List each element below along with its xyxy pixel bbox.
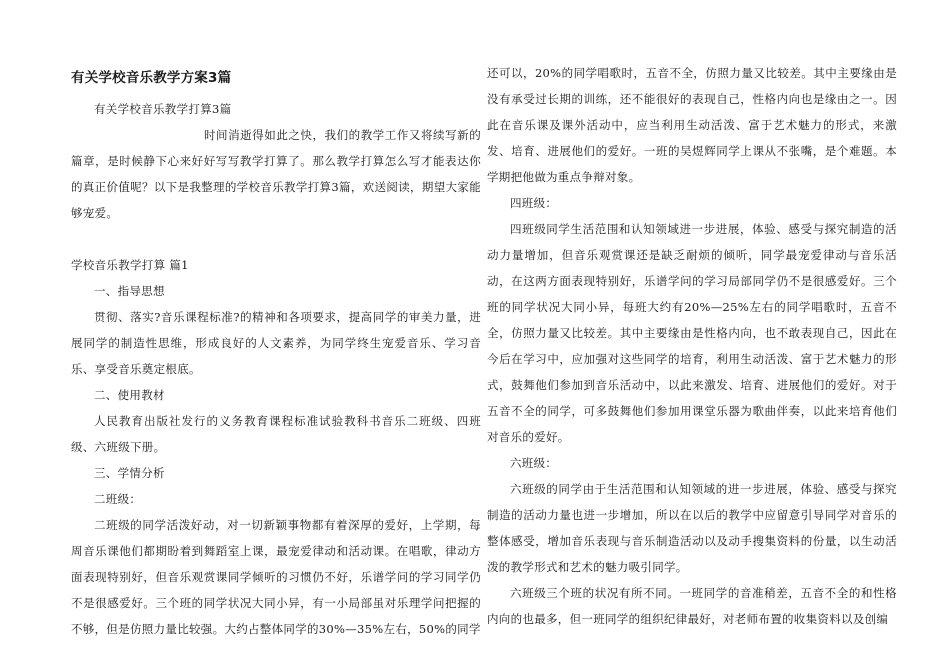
paragraph-grade-6: 六班级的同学由于生活范围和认知领域的进一步进展，体验、感受与探究制造的活动力量也进一步增加，所以在以后的教学中应留意引导同学对音乐的整体感受，增加音乐表现与音乐制造活动以及动手搜集资料的份量，以生动活泼的教学形式和艺术的魅力吸引同学。 xyxy=(487,482,897,574)
heading-guiding-thought: 一、指导思想 xyxy=(94,284,165,298)
paragraph-grade-2-continued: 还可以，20%的同学唱歌时，五音不全，仿照力量又比较差。其中主要缘由是没有承受过长期的训练，还不能很好的表现自己，性格内向也是缘由之一。因此在音乐课及课外活动中，应当利用生动活泼、富于艺术魅力的形式，来激发、培育、进展他们的爱好。一班的吴煜辉同学上课从不张嘴，是个难题。本学期把他做为重点争辩对象。 xyxy=(487,66,897,184)
spacer xyxy=(71,226,481,252)
paragraph-grade-4: 四班级同学生活范围和认知领域进一步进展，体验、感受与探究制造的活动力量增加，但音乐观赏课还是缺乏耐烦的倾听，同学最宠爱律动与音乐活动，在这两方面表现特别好，乐谱学问的学习局部同学仍不是很感爱好。三个班的同学状况大同小异，每班大约有20%—25%左右的同学唱歌时，五音不全，仿照力量又比较差。其中主要缘由是性格内向，也不敢表现自己，因此在今后在学习中，应加强对这些同学的培育，利用生动活泼、富于艺术魅力的形式，鼓舞他们参加到音乐活动中，以此来激发、培育、进展他们的爱好。对于五音不全的同学，可多鼓舞他们参加用课堂乐器为歌曲伴奏，以此来培育他们对音乐的爱好。 xyxy=(487,222,897,444)
label-grade-6: 六班级： xyxy=(510,456,558,470)
document-title: 有关学校音乐教学方案3篇 xyxy=(71,70,232,86)
right-column xyxy=(487,60,897,632)
heading-textbook: 二、使用教材 xyxy=(94,388,165,402)
document-subtitle: 有关学校音乐教学打算3篇 xyxy=(94,102,232,116)
intro-paragraph: 时间消逝得如此之快，我们的教学工作又将续写新的篇章，是时候静下心来好好写写教学打算了。那么教学打算怎么写才能表达你的真正价值呢？以下是我整理的学校音乐教学打算3篇，欢送阅读，期望大家能够宠爱。 xyxy=(71,128,481,220)
label-grade-2: 二班级： xyxy=(94,492,142,506)
left-column xyxy=(71,60,481,642)
section-title: 学校音乐教学打算 篇1 xyxy=(71,258,189,272)
paragraph-grade-6-classes: 六班级三个班的状况有所不同。一班同学的音准稍差，五音不全的和性格内向的也最多，但一班同学的组织纪律最好，对老师布置的收集资料以及创编 xyxy=(487,586,897,626)
paragraph-grade-2: 二班级的同学活泼好动，对一切新颖事物都有着深厚的爱好，上学期，每周音乐课他们都期盼着到舞蹈室上课，最宠爱律动和活动课。在唱歌，律动方面表现特别好，但音乐观赏课同学倾听的习惯仍不好，乐谱学问的学习同学仍不是很感爱好。三个班的同学状况大同小异，有一小局部虽对乐理学问把握的不够，但是仿照力量比较强。大约占整体同学的30%—35%左右，50%的同学 xyxy=(71,518,481,636)
heading-student-analysis: 三、学情分析 xyxy=(94,466,165,480)
label-grade-4: 四班级： xyxy=(510,196,558,210)
paragraph-textbook: 人民教育出版社发行的义务教育课程标准试验教科书音乐二班级、四班级、六班级下册。 xyxy=(71,414,481,454)
paragraph-guiding-thought: 贯彻、落实?音乐课程标准?的精神和各项要求，提高同学的审美力量，进展同学的制造性思维，形成良好的人文素养，为同学终生宠爱音乐、学习音乐、享受音乐奠定根底。 xyxy=(71,310,481,376)
